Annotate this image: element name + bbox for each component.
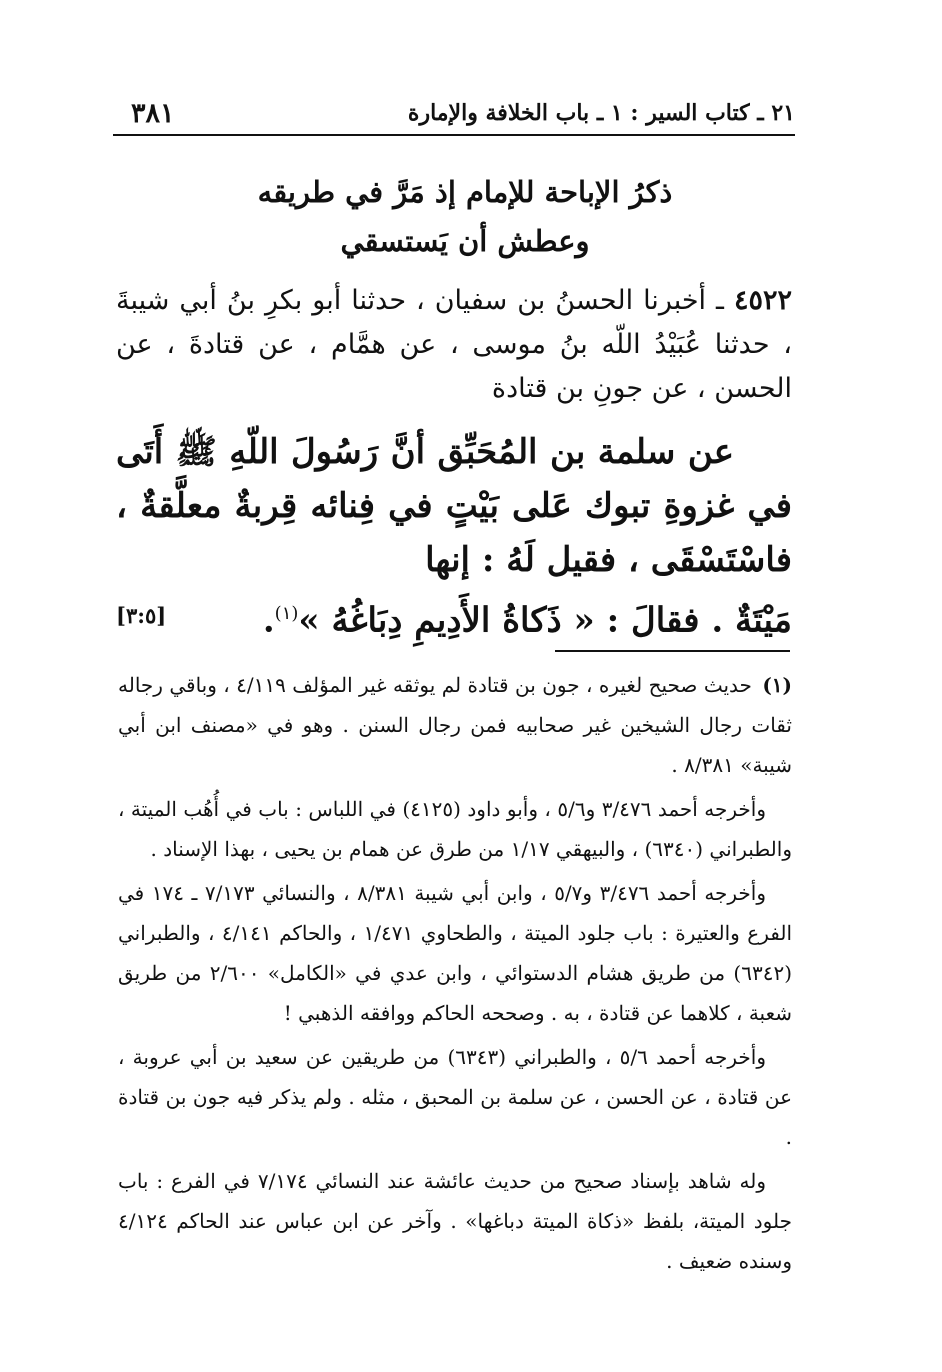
footnote-paragraph-5 (118, 1161, 792, 1281)
hadith-matn-end-stop: . (262, 600, 275, 641)
footnote-marker: (١) (762, 673, 792, 697)
hadith-isnad-text: ـ أخبرنا الحسنُ بن سفيان ، حدثنا أبو بكرِ بنُ أبي شيبةَ ، حدثنا عُبَيْدُ اللّه بنُ موسى ، عن همَّام ، عن قتادةَ ، عن الحسن ، عن جونِ بن قتادة (116, 285, 792, 404)
chapter-title-line-1: ذكرُ الإباحة للإمام إذ مَرَّ في طريقه (257, 175, 673, 209)
chapter-title (150, 168, 780, 266)
hadith-matn-ending: مَيْتَةٌ . فقالَ : « ذَكاةُ الأَدِيمِ دِبَاغُهُ » (298, 600, 792, 641)
footnote-paragraph-3 (118, 873, 792, 1033)
hadith-matn-text: عن سلمة بن المُحَبِّق أنَّ رَسُولَ اللّهِ ﷺ أَتَى في غزوةِ تبوك عَلى بَيْتٍ في فِنائه قِربةٌ معلَّقةٌ ، فاسْتَسْقَى ، فقيل لَهُ : إنها (116, 432, 792, 580)
footnote-text-2: وأخرجه أحمد ٣/٤٧٦ و٥/٦ ، وأبو داود (٤١٢٥) في اللباس : باب في أُهُب الميتة ، والطبراني (٦٣٤٠) ، والبيهقي ١/١٧ من طرق عن همام بن يحيى ، بهذا الإسناد . (118, 797, 792, 861)
hadith-isnad (116, 279, 792, 411)
chapter-title-line-2: وعطش أن يَستسقي (340, 224, 590, 258)
footnote-paragraph-1 (118, 665, 792, 785)
page-number: ٣٨١ (131, 98, 175, 129)
hadith-matn (116, 425, 792, 647)
page-header (113, 98, 795, 136)
footnote-text-4: وأخرجه أحمد ٥/٦ ، والطبراني (٦٣٤٣) من طريقين عن سعيد بن أبي عروبة ، عن قتادة ، عن الحسن ، عن سلمة بن المحبق ، مثله . ولم يذكر فيه جون بن قتادة . (118, 1045, 792, 1149)
footnote-paragraph-4 (118, 1037, 792, 1157)
footnote-divider (555, 650, 790, 652)
source-reference: [٣:٥] (116, 603, 167, 628)
hadith-matn-final-line (116, 587, 792, 647)
footnotes (118, 665, 792, 1281)
footnote-reference-mark: (١) (274, 603, 299, 624)
footnote-text-5: وله شاهد بإسناد صحيح من حديث عائشة عند النسائي ٧/١٧٤ في الفرع : باب جلود الميتة، بلفظ «ذكاة الميتة دباغها» . وآخر عن ابن عباس عند الحاكم ٤/١٢٤ وسنده ضعيف . (118, 1169, 792, 1273)
running-head: ٢١ ـ كتاب السير : ١ ـ باب الخلافة والإمارة (407, 100, 795, 126)
footnote-text-1: حديث صحيح لغيره ، جون بن قتادة لم يوثقه غير المؤلف ٤/١١٩ ، وباقي رجاله ثقات رجال الشيخين غير صحابيه فمن رجال السنن . وهو في «مصنف ابن أبي شيبة» ٨/٣٨١ . (118, 673, 792, 777)
footnote-paragraph-2 (118, 789, 792, 869)
footnote-text-3: وأخرجه أحمد ٣/٤٧٦ و٥/٧ ، وابن أبي شيبة ٨/٣٨١ ، والنسائي ٧/١٧٣ ـ ١٧٤ في الفرع والعتيرة : باب جلود الميتة ، والطحاوي ١/٤٧١ ، والحاكم ٤/١٤١ ، والطبراني (٦٣٤٢) من طريق هشام الدستوائي ، وابن عدي في «الكامل» ٢/٦٠٠ من طريق شعبة ، كلاهما عن قتادة ، به . وصححه الحاكم ووافقه الذهبي ! (118, 881, 793, 1025)
hadith-number: ٤٥٢٢ (733, 285, 792, 316)
